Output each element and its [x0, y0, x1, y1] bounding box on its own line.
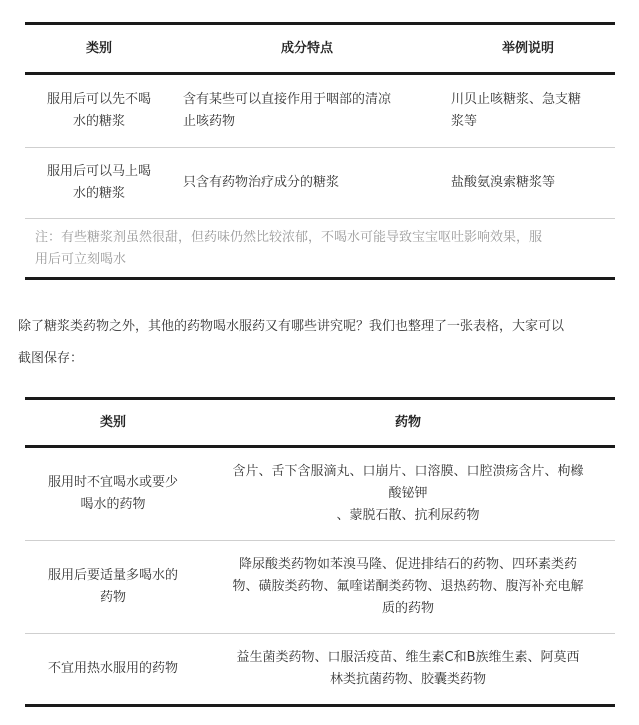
- header-category: 类别: [99, 414, 126, 430]
- cell-line: 益生菌类药物、口服活疫苗、维生素C和B族维生素、阿莫西: [236, 650, 580, 665]
- note-line: 注：有些糖浆剂虽然很甜，但药味仍然比较浓郁，不喝水可能导致宝宝呕吐影响效果，服: [35, 230, 543, 245]
- table-row: [25, 75, 615, 147]
- header-feature: 成分特点: [280, 40, 333, 56]
- table-row: [25, 148, 615, 218]
- cell-line: 质的药物: [381, 601, 434, 616]
- cell-line: 降尿酸类药物如苯溴马隆、促进排结石的药物、四环素类药: [238, 557, 577, 572]
- cell-line: 浆等: [451, 114, 478, 129]
- row-drugs: [201, 461, 615, 527]
- cell-line: 只含有药物治疗成分的糖浆: [183, 175, 340, 190]
- row-feature: [173, 89, 441, 133]
- cell-line: 林类抗菌药物、胶囊类药物: [329, 672, 486, 687]
- row-example: [441, 89, 615, 133]
- table-header-row: [25, 400, 615, 445]
- cell-line: 川贝止咳糖浆、急支糖: [451, 92, 582, 107]
- paragraph-line: 除了糖浆类药物之外，其他的药物喝水服药又有哪些讲究呢？我们也整理了一张表格，大家可以: [18, 319, 565, 334]
- cell-line: 盐酸氨溴索糖浆等: [451, 175, 556, 190]
- cell-line: 服用后可以马上喝: [46, 164, 151, 179]
- row-category: [25, 89, 173, 133]
- cell-line: 服用后可以先不喝: [46, 92, 151, 107]
- row-category: [25, 161, 173, 205]
- cell-line: 喝水的药物: [80, 497, 146, 512]
- note-line: 用后可立刻喝水: [35, 252, 127, 267]
- row-drugs: [201, 647, 615, 691]
- row-category: [25, 658, 201, 680]
- cell-line: 含片、舌下含服滴丸、口崩片、口溶膜、口腔溃疡含片、枸橼: [232, 464, 584, 479]
- cell-line: 服用时不宜喝水或要少: [47, 475, 178, 490]
- table-bottom-rule: [25, 277, 615, 280]
- table-note: [25, 219, 615, 277]
- row-category: [25, 565, 201, 609]
- cell-line: 止咳药物: [183, 114, 236, 129]
- cell-line: 水的糖浆: [72, 186, 125, 201]
- table-row: [25, 448, 615, 540]
- cell-line: 水的糖浆: [72, 114, 125, 129]
- table-header-row: [25, 25, 615, 72]
- medication-table: [25, 397, 615, 707]
- cell-line: 药物: [99, 590, 126, 605]
- cell-line: 不宜用热水服用的药物: [47, 661, 178, 676]
- header-drugs: 药物: [394, 414, 421, 430]
- table-row: [25, 634, 615, 704]
- cell-line: 、蒙脱石散、抗利尿药物: [336, 508, 480, 523]
- table-bottom-rule: [25, 704, 615, 707]
- header-category: 类别: [85, 40, 112, 56]
- paragraph-line: 截图保存：: [18, 351, 84, 366]
- row-drugs: [201, 554, 615, 620]
- header-example: 举例说明: [501, 40, 554, 56]
- table-row: [25, 541, 615, 633]
- syrup-table: [25, 22, 615, 280]
- cell-line: 物、磺胺类药物、氟喹诺酮类药物、退热药物、腹泻补充电解: [232, 579, 584, 594]
- cell-line: 含有某些可以直接作用于咽部的清凉: [183, 92, 392, 107]
- cell-line: 酸铋钾: [388, 486, 428, 501]
- row-category: [25, 472, 201, 516]
- intro-paragraph: [18, 311, 630, 375]
- row-example: [441, 172, 615, 194]
- cell-line: 服用后要适量多喝水的: [47, 568, 178, 583]
- row-feature: [173, 172, 441, 194]
